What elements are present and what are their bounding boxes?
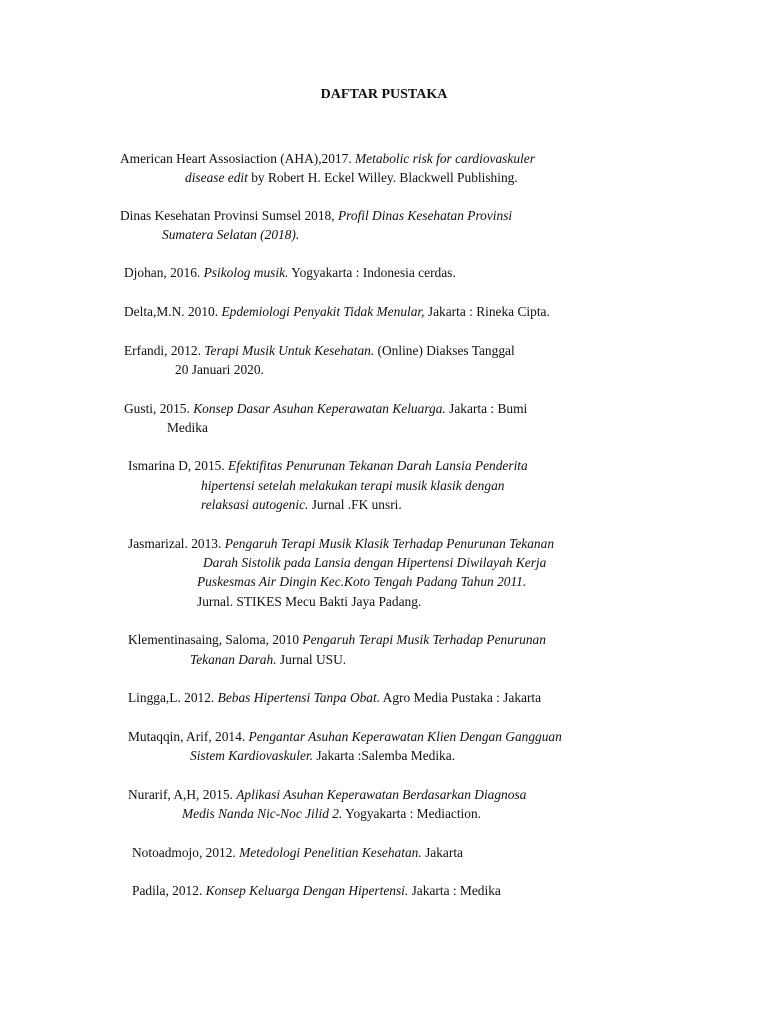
- reference-notoadmojo-line-1: [132, 844, 463, 862]
- reference-title: Puskesmas Air Dingin Kec.Koto Tengah Padang Tahun 2011.: [197, 574, 527, 589]
- reference-dinkes-line-2: [162, 226, 299, 244]
- reference-author: Ismarina D, 2015.: [128, 458, 229, 473]
- reference-author: Dinas Kesehatan Provinsi Sumsel 2018,: [120, 208, 338, 223]
- reference-publisher: Jakarta : Rineka Cipta.: [424, 304, 550, 319]
- reference-aha-line-2: [185, 169, 518, 187]
- reference-publisher: Jakarta: [421, 845, 463, 860]
- reference-title: Efektifitas Penurunan Tekanan Darah Lansia Penderita: [228, 458, 528, 473]
- reference-title: Metabolic risk for cardiovaskuler: [355, 151, 535, 166]
- reference-title: Profil Dinas Kesehatan Provinsi: [337, 208, 513, 223]
- reference-title: Pengantar Asuhan Keperawatan Klien Dengan Gangguan: [248, 729, 562, 744]
- reference-author: American Heart Assosiaction (AHA),2017.: [120, 151, 356, 166]
- page-title: DAFTAR PUSTAKA: [320, 87, 448, 102]
- reference-title: relaksasi autogenic.: [201, 497, 309, 512]
- reference-author: Notoadmojo, 2012.: [132, 845, 240, 860]
- reference-gusti-line-2: [167, 419, 208, 437]
- reference-title: Konsep Dasar Asuhan Keperawatan Keluarga.: [193, 401, 446, 416]
- reference-title: Metedologi Penelitian Kesehatan.: [239, 845, 422, 860]
- reference-publisher: Jurnal USU.: [276, 652, 347, 667]
- reference-publisher: Agro Media Pustaka : Jakarta: [380, 690, 542, 705]
- reference-djohan-line-1: [124, 264, 456, 282]
- reference-author: Padila, 2012.: [132, 883, 206, 898]
- reference-erfandi-line-1: [124, 342, 515, 360]
- reference-aha-line-1: [120, 150, 535, 168]
- reference-title: Pengaruh Terapi Musik Klasik Terhadap Penurunan Tekanan: [224, 536, 555, 551]
- reference-padila-line-1: [132, 882, 501, 900]
- reference-author: Delta,M.N. 2010.: [124, 304, 222, 319]
- reference-publisher: Yogyakarta : Indonesia cerdas.: [288, 265, 456, 280]
- reference-nurarif-line-1: [128, 786, 526, 804]
- reference-publisher: Jakarta :Salemba Medika.: [313, 748, 456, 763]
- reference-title: Sumatera Selatan (2018).: [162, 227, 300, 242]
- reference-gusti-line-1: [124, 400, 527, 418]
- reference-title: Sistem Kardiovaskuler.: [190, 748, 313, 763]
- reference-dinkes-line-1: [120, 207, 512, 225]
- reference-date: 20 Januari 2020.: [175, 362, 264, 377]
- reference-mutaqqin-line-1: [128, 728, 562, 746]
- reference-klementinasaing-line-1: [128, 631, 546, 649]
- reference-author: Djohan, 2016.: [124, 265, 204, 280]
- reference-delta-line-1: [124, 303, 550, 321]
- reference-title: Pengaruh Terapi Musik Terhadap Penurunan: [302, 632, 546, 647]
- reference-author: Jasmarizal. 2013.: [128, 536, 225, 551]
- reference-title: disease edit: [185, 170, 248, 185]
- reference-title: Epdemiologi Penyakit Tidak Menular,: [221, 304, 425, 319]
- reference-jasmarizal-line-4: [197, 593, 421, 611]
- reference-title: Psikolog musik.: [203, 265, 289, 280]
- reference-ismarina-line-3: [201, 496, 402, 514]
- reference-title: Tekanan Darah.: [190, 652, 277, 667]
- reference-title: Aplikasi Asuhan Keperawatan Berdasarkan Diagnosa: [236, 787, 527, 802]
- reference-publisher: Jurnal .FK unsri.: [308, 497, 402, 512]
- reference-author: Nurarif, A,H, 2015.: [128, 787, 237, 802]
- reference-title: Terapi Musik Untuk Kesehatan.: [204, 343, 375, 358]
- reference-ismarina-line-1: [128, 457, 528, 475]
- reference-mutaqqin-line-2: [190, 747, 455, 765]
- reference-author: Erfandi, 2012.: [124, 343, 205, 358]
- reference-ismarina-line-2: [201, 477, 504, 495]
- reference-publisher: by Robert H. Eckel Willey. Blackwell Publishing.: [247, 170, 518, 185]
- reference-publisher: Jakarta : Bumi: [445, 401, 528, 416]
- reference-lingga-line-1: [128, 689, 541, 707]
- reference-title: Medis Nanda Nic-Noc Jilid 2.: [182, 806, 343, 821]
- reference-jasmarizal-line-3: [197, 573, 526, 591]
- reference-nurarif-line-2: [182, 805, 481, 823]
- reference-erfandi-line-2: [175, 361, 264, 379]
- reference-author: Klementinasaing, Saloma, 2010: [128, 632, 303, 647]
- reference-publisher: Medika: [167, 420, 208, 435]
- reference-title: Bebas Hipertensi Tanpa Obat.: [217, 690, 381, 705]
- reference-jasmarizal-line-2: [203, 554, 546, 572]
- reference-publisher: Yogyakarta : Mediaction.: [342, 806, 482, 821]
- reference-author: Gusti, 2015.: [124, 401, 194, 416]
- reference-author: Lingga,L. 2012.: [128, 690, 218, 705]
- reference-publisher: Jakarta : Medika: [408, 883, 501, 898]
- reference-jasmarizal-line-1: [128, 535, 554, 553]
- reference-title: Konsep Keluarga Dengan Hipertensi.: [205, 883, 409, 898]
- reference-publisher: Jurnal. STIKES Mecu Bakti Jaya Padang.: [197, 594, 422, 609]
- reference-title: hipertensi setelah melakukan terapi musik klasik dengan: [201, 478, 505, 493]
- reference-klementinasaing-line-2: [190, 651, 346, 669]
- reference-publisher: (Online) Diakses Tanggal: [374, 343, 515, 358]
- reference-title: Darah Sistolik pada Lansia dengan Hipertensi Diwilayah Kerja: [203, 555, 547, 570]
- reference-author: Mutaqqin, Arif, 2014.: [128, 729, 249, 744]
